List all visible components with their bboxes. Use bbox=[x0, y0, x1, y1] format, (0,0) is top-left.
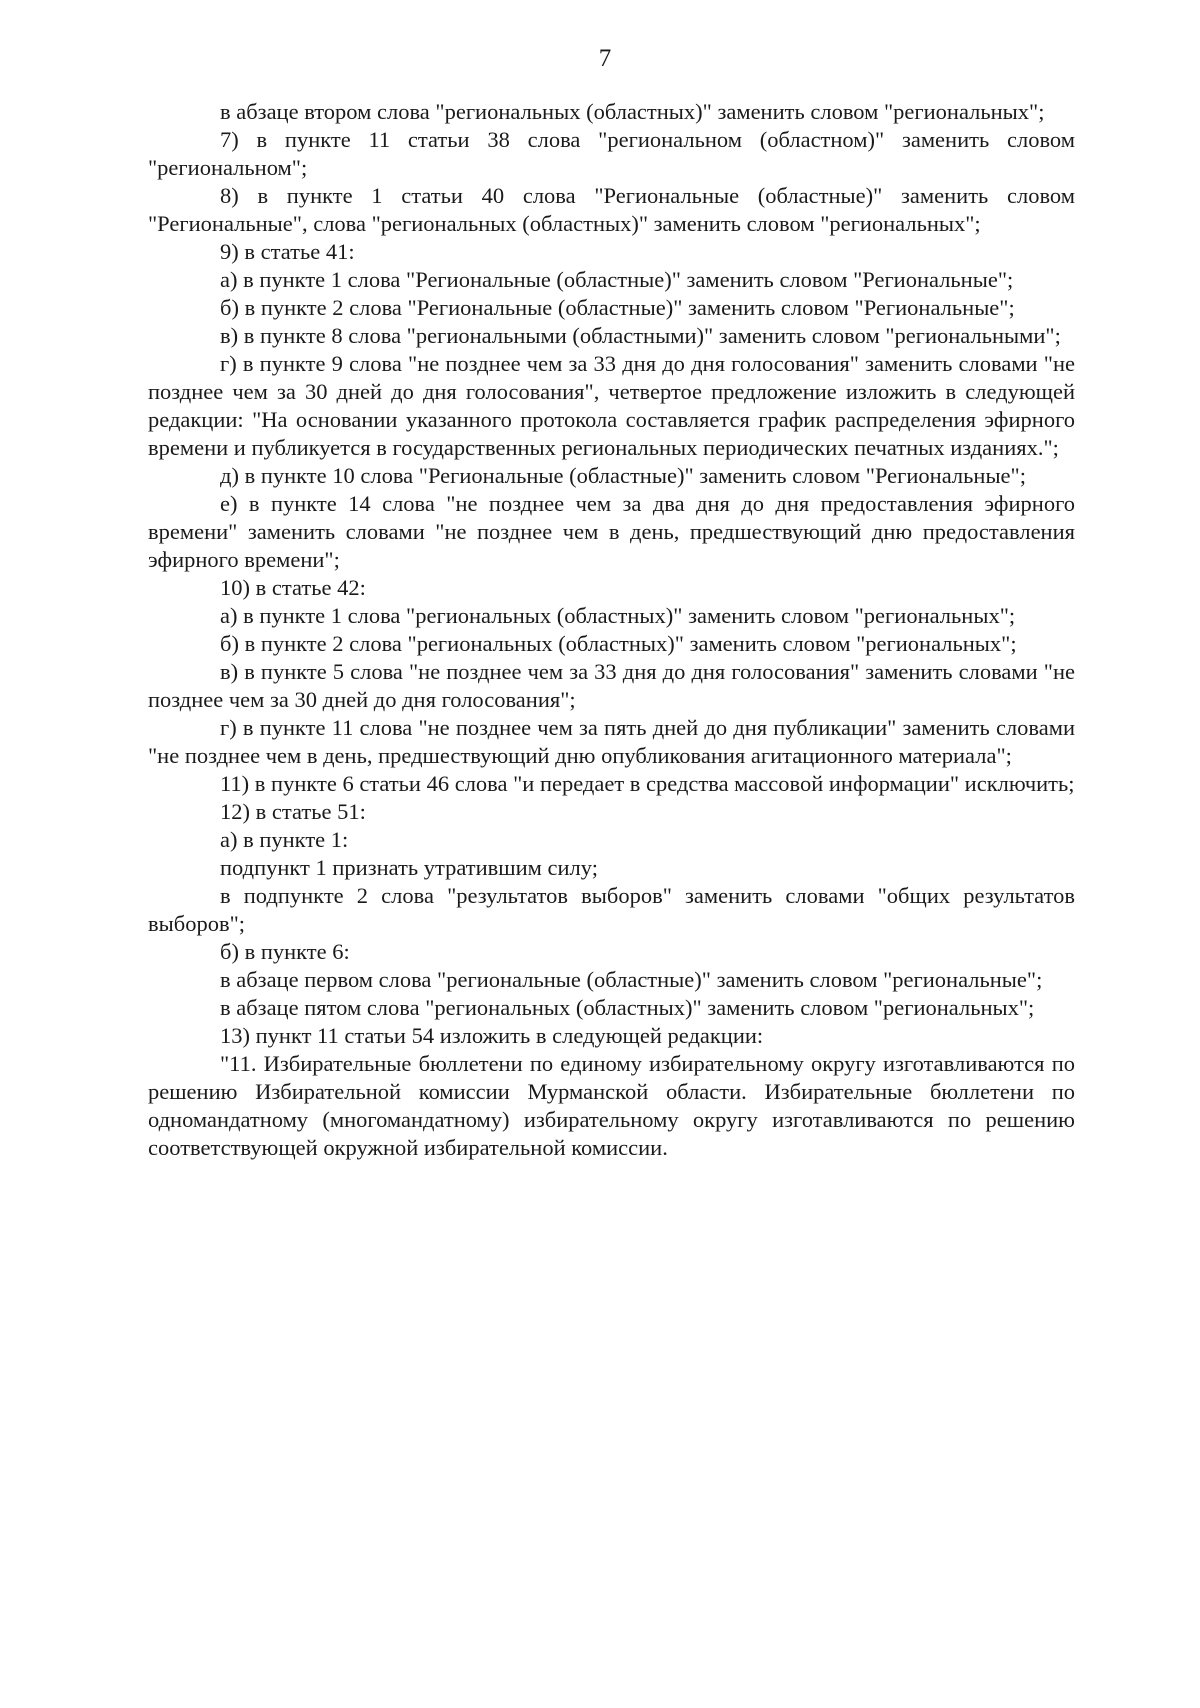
paragraph-6: б) в пункте 2 слова "Региональные (областные)" заменить словом "Региональные"; bbox=[220, 295, 1015, 320]
paragraph-25: "11. Избирательные бюллетени по единому избирательному округу изготавливаются по решению Избирательной комиссии Мурманской области. Избирательные бюллетени по одномандатному (многомандатному) избирательному округу изготавливаются по решению соответствующей окружной избирательной комиссии. bbox=[148, 1051, 1075, 1160]
paragraph-10: е) в пункте 14 слова "не позднее чем за два дня до дня предоставления эфирного времени" заменить словами "не позднее чем в день, предшествующий дню предоставления эфирного времени"; bbox=[148, 491, 1075, 572]
paragraph-23: в абзаце пятом слова "региональных (областных)" заменить словом "региональных"; bbox=[220, 995, 1035, 1020]
paragraph-19: подпункт 1 признать утратившим силу; bbox=[220, 855, 598, 880]
paragraph-21: б) в пункте 6: bbox=[220, 939, 350, 964]
paragraph-13: б) в пункте 2 слова "региональных (областных)" заменить словом "региональных"; bbox=[220, 631, 1017, 656]
paragraph-20: в подпункте 2 слова "результатов выборов" заменить словами "общих результатов выборов"; bbox=[148, 883, 1075, 936]
paragraph-11: 10) в статье 42: bbox=[220, 575, 366, 600]
paragraph-12: а) в пункте 1 слова "региональных (областных)" заменить словом "региональных"; bbox=[220, 603, 1016, 628]
paragraph-1: в абзаце втором слова "региональных (областных)" заменить словом "региональных"; bbox=[220, 99, 1045, 124]
paragraph-9: д) в пункте 10 слова "Региональные (областные)" заменить словом "Региональные"; bbox=[220, 463, 1026, 488]
paragraph-24: 13) пункт 11 статьи 54 изложить в следующей редакции: bbox=[220, 1023, 764, 1048]
paragraph-7: в) в пункте 8 слова "региональными (областными)" заменить словом "региональными"; bbox=[220, 323, 1061, 348]
paragraph-8: г) в пункте 9 слова "не позднее чем за 33 дня до дня голосования" заменить словами "не позднее чем за 30 дней до дня голосования", четвертое предложение изложить в следующей редакции: "На основании указанного протокола составляется график распределения эфирного времени и публикуется в государственных региональных периодических печатных изданиях."; bbox=[148, 351, 1075, 460]
document-body bbox=[148, 98, 1075, 1162]
paragraph-22: в абзаце первом слова "региональные (областные)" заменить словом "региональные"; bbox=[220, 967, 1043, 992]
paragraph-16: 11) в пункте 6 статьи 46 слова "и передает в средства массовой информации" исключить; bbox=[220, 771, 1075, 796]
paragraph-5: а) в пункте 1 слова "Региональные (областные)" заменить словом "Региональные"; bbox=[220, 267, 1014, 292]
paragraph-18: а) в пункте 1: bbox=[220, 827, 349, 852]
paragraph-17: 12) в статье 51: bbox=[220, 799, 366, 824]
paragraph-3: 8) в пункте 1 статьи 40 слова "Региональные (областные)" заменить словом "Региональные", слова "региональных (областных)" заменить словом "региональных"; bbox=[148, 183, 1075, 236]
paragraph-4: 9) в статье 41: bbox=[220, 239, 355, 264]
page-number: 7 bbox=[598, 45, 612, 72]
paragraph-2: 7) в пункте 11 статьи 38 слова "региональном (областном)" заменить словом "региональном"; bbox=[148, 127, 1075, 180]
paragraph-15: г) в пункте 11 слова "не позднее чем за пять дней до дня публикации" заменить словами "не позднее чем в день, предшествующий дню опубликования агитационного материала"; bbox=[148, 715, 1075, 768]
paragraph-14: в) в пункте 5 слова "не позднее чем за 33 дня до дня голосования" заменить словами "не позднее чем за 30 дней до дня голосования"; bbox=[148, 659, 1075, 712]
